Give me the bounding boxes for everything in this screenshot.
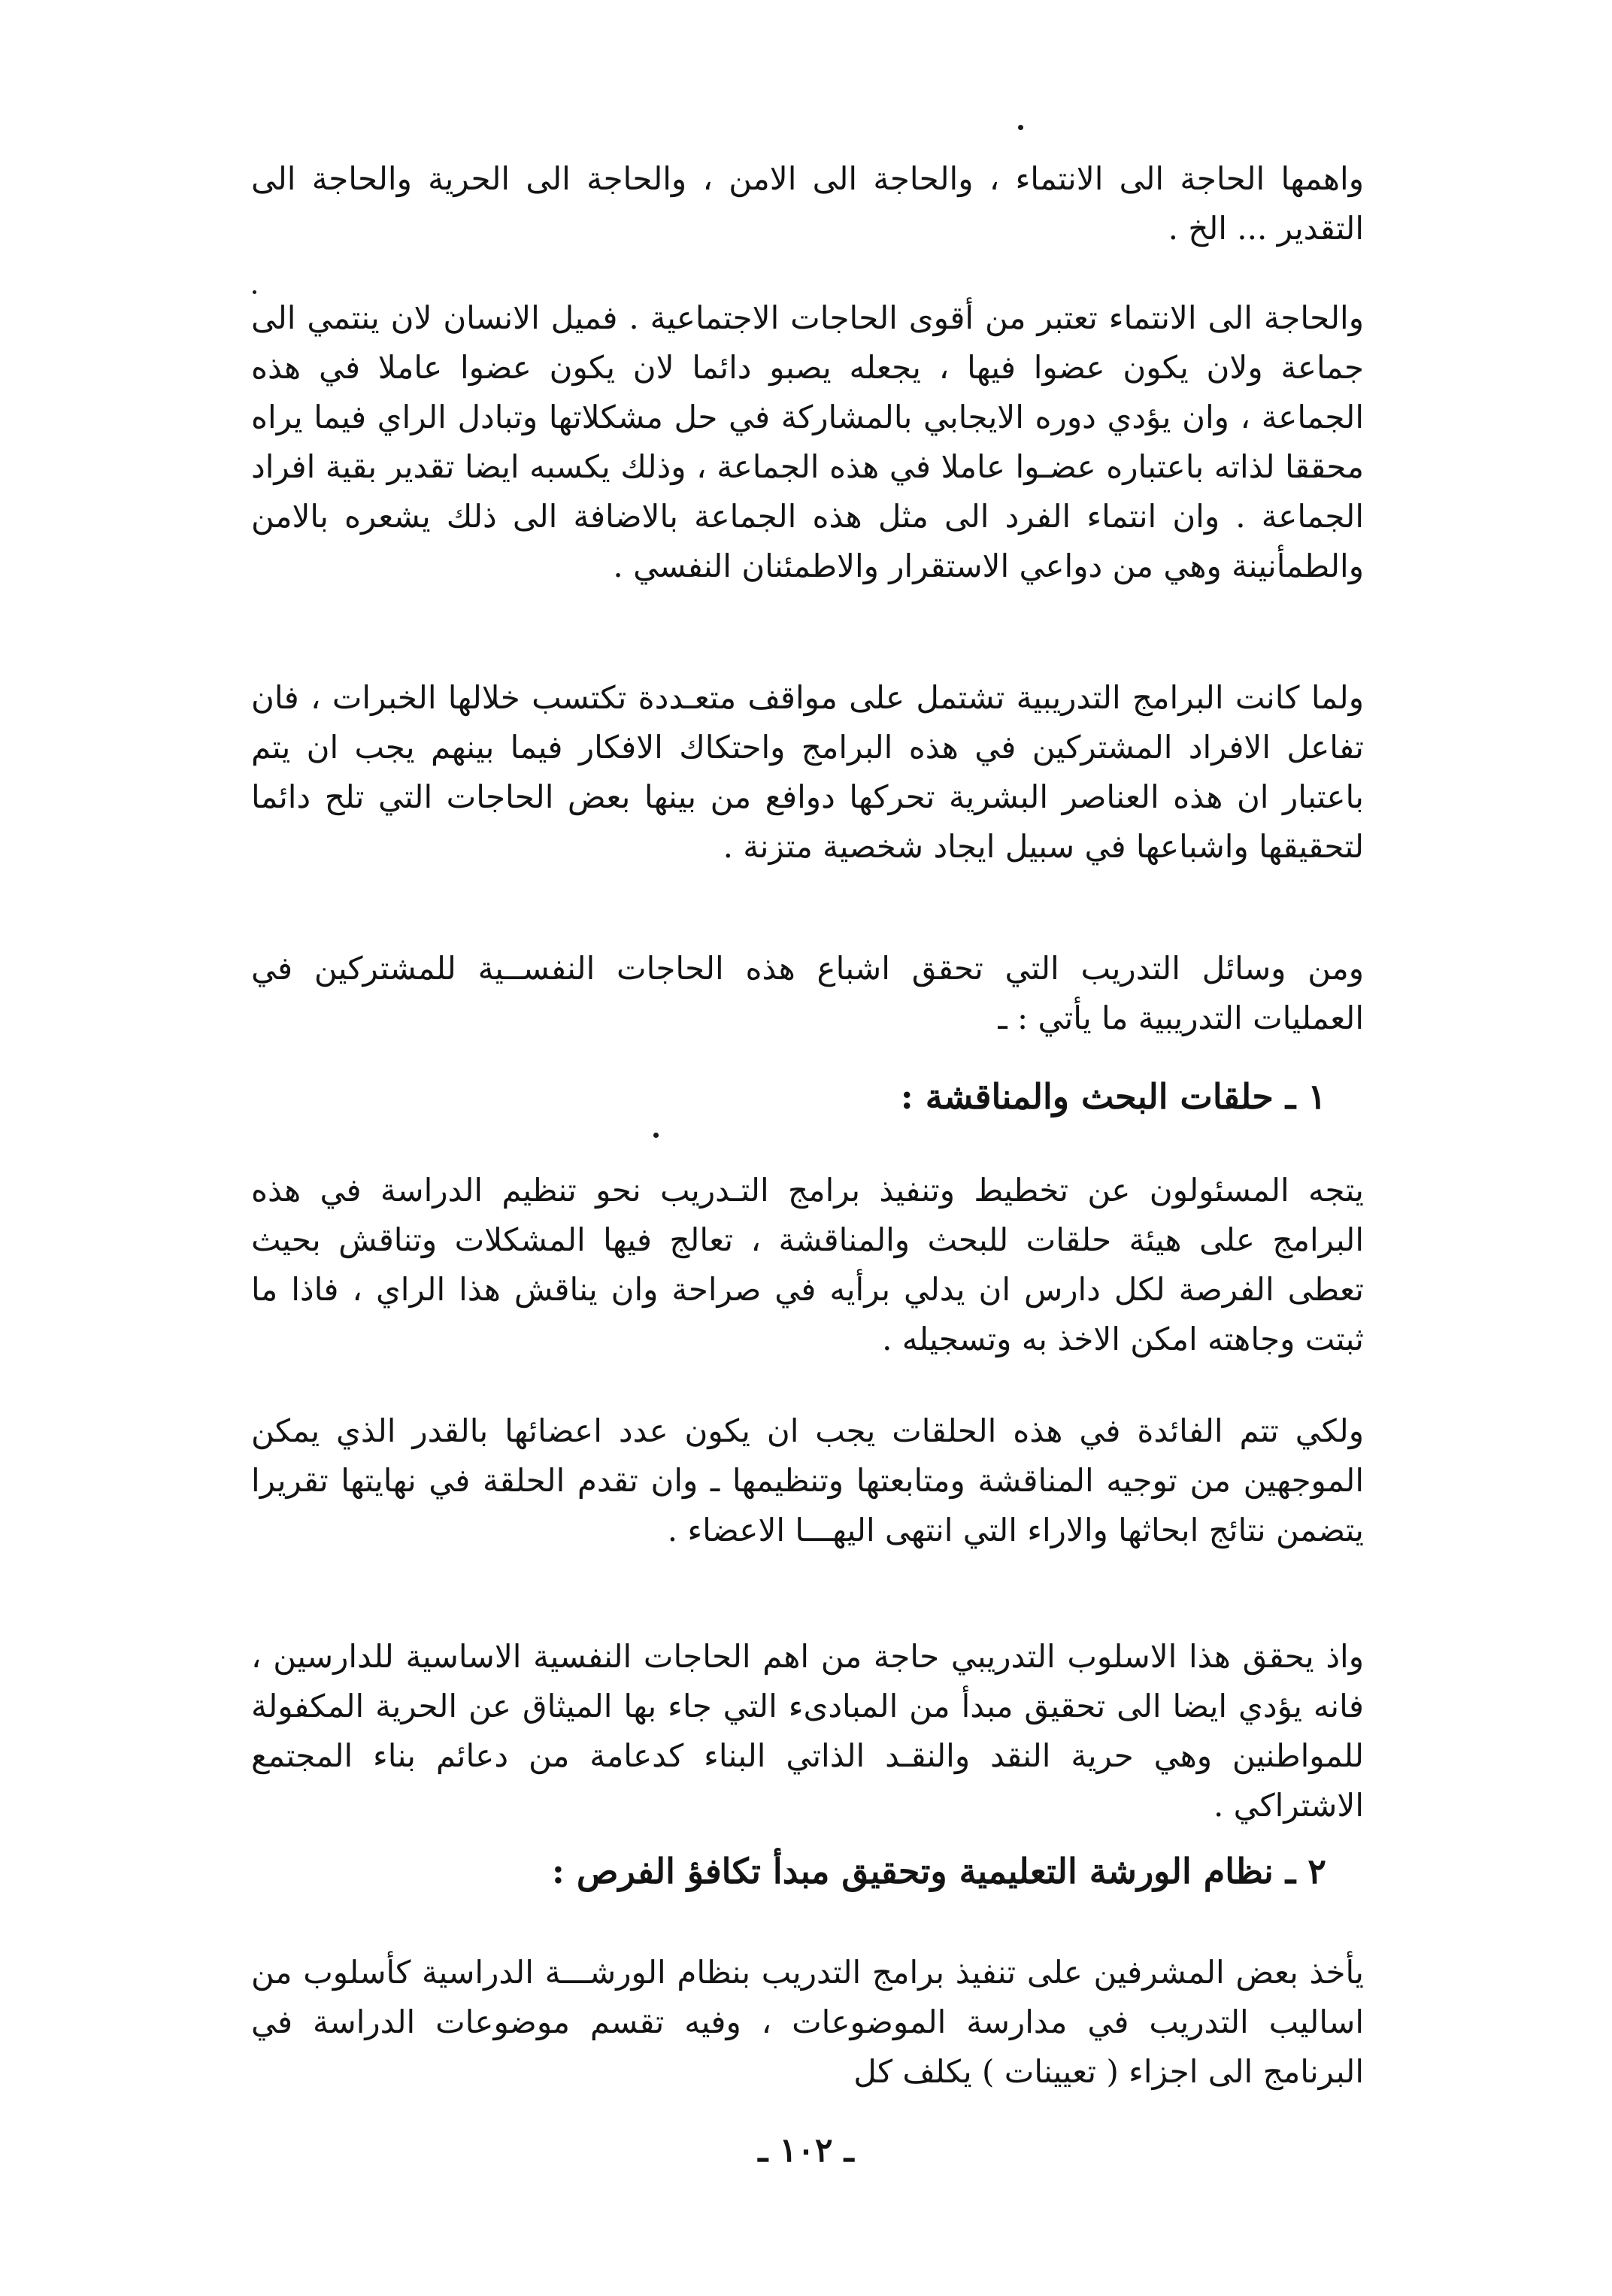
paragraph-3: ولما كانت البرامج التدريبية تشتمل على مواقف متعـددة تكتسب خلالها الخبرات ، فان تفاعل الافراد المشتركين في هذه البرامج واحتكاك الافكار فيما بينهم يجب ان يتم باعتبار ان هذه العناصر البشرية تحركها دوافع من بينها بعض الحاجات التي تلح دائما لتحقيقها واشباعها في سبيل ايجاد شخصية متزنة . bbox=[251, 679, 1364, 865]
section-heading-2: ٢ ـ نظام الورشة التعليمية وتحقيق مبدأ تكافؤ الفرص : bbox=[551, 1851, 1326, 1891]
paragraph-8: يأخذ بعض المشرفين على تنفيذ برامج التدريب بنظام الورشـــة الدراسية كأسلوب من اساليب التدريب في مدارسة الموضوعات ، وفيه تقسم موضوعات الدراسة في البرنامج الى اجزاء ( تعيينات ) يكلف كل bbox=[251, 1954, 1364, 2090]
paragraph-4: ومن وسائل التدريب التي تحقق اشباع هذه الحاجات النفســية للمشتركين في العمليات التدريبية ما يأتي : ـ bbox=[251, 950, 1364, 1036]
paragraph-7: واذ يحقق هذا الاسلوب التدريبي حاجة من اهم الحاجات النفسية الاساسية للدارسين ، فانه يؤدي ايضا الى تحقيق مبدأ من المبادىء التي جاء بها الميثاق عن الحرية المكفولة للمواطنين وهي حرية النقد والنقـد الذاتي البناء كدعامة من دعائم بناء المجتمع الاشتراكي . bbox=[251, 1638, 1364, 1824]
paragraph-2: والحاجة الى الانتماء تعتبر من أقوى الحاجات الاجتماعية . فميل الانسان لان ينتمي الى جماعة ولان يكون عضوا فيها ، يجعله يصبو دائما لان يكون عضوا عاملا في هذه الجماعة ، وان يؤدي دوره الايجابي بالمشاركة في حل مشكلاتها وتبادل الراي فيما يراه محققا لذاته باعتباره عضـوا عاملا في هذه الجماعة ، وذلك يكسبه ايضا تقدير بقية افراد الجماعة . وان انتماء الفرد الى مثل هذه الجماعة بالاضافة الى ذلك يشعره بالامن والطمأنينة وهي من دواعي الاستقرار والاطمئنان النفسي . bbox=[251, 299, 1364, 584]
section-heading-1: ١ ـ حلقات البحث والمناقشة : bbox=[900, 1076, 1326, 1117]
paragraph-5: يتجه المسئولون عن تخطيط وتنفيذ برامج التـدريب نحو تنظيم الدراسة في هذه البرامج على هيئة حلقات للبحث والمناقشة ، تعالج فيها المشكلات وتناقش بحيث تعطى الفرصة لكل دارس ان يدلي برأيه في صراحة وان يناقش هذا الراي ، فاذا ما ثبتت وجاهته امكن الاخذ به وتسجيله . bbox=[251, 1172, 1364, 1357]
paragraph-1: واهمها الحاجة الى الانتماء ، والحاجة الى الامن ، والحاجة الى الحرية والحاجة الى التقدير ... الخ . bbox=[251, 160, 1364, 247]
scan-speck bbox=[653, 1133, 659, 1138]
paragraph-6: ولكي تتم الفائدة في هذه الحلقات يجب ان يكون عدد اعضائها بالقدر الذي يمكن الموجهين من توجيه المناقشة ومتابعتها وتنظيمها ـ وان تقدم الحلقة في نهايتها تقريرا يتضمن نتائج ابحاثها والاراء التي انتهى اليهـــا الاعضاء . bbox=[251, 1412, 1364, 1548]
page-number: ـ ١٠٢ ـ bbox=[758, 2131, 854, 2170]
scan-speck bbox=[1018, 125, 1023, 130]
